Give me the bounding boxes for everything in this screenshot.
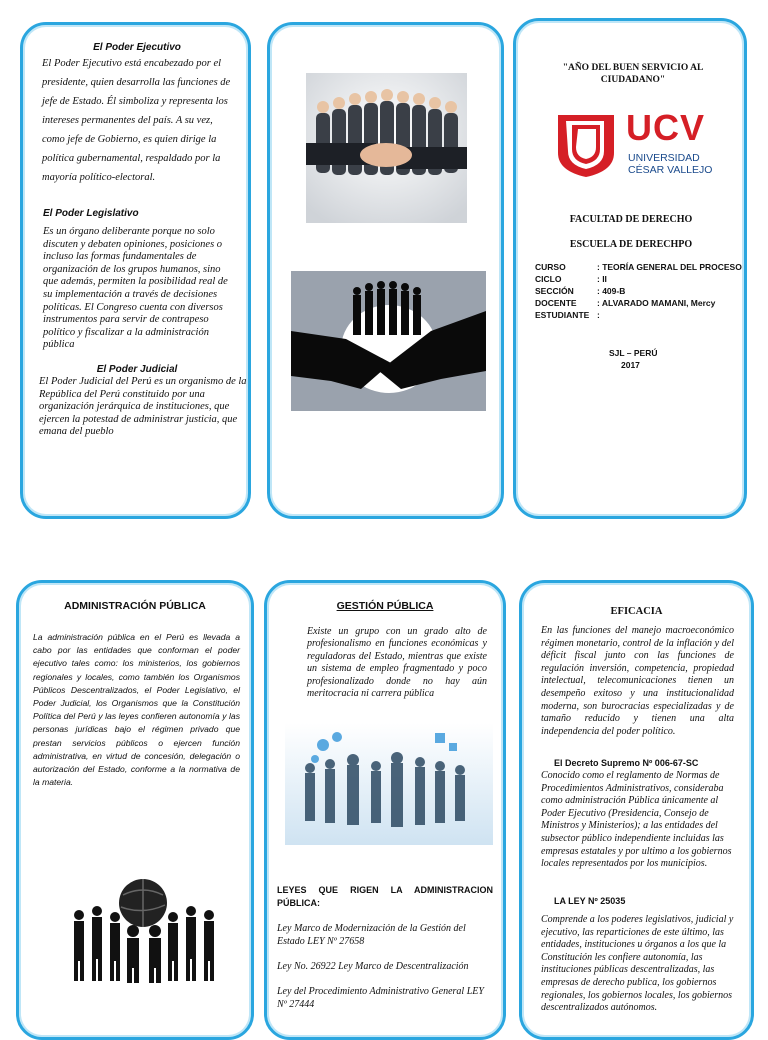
panel-portada [513,18,747,519]
panel-poderes [20,22,251,519]
info-table [535,262,742,322]
panel-eficacia [519,580,754,1040]
text-administracion: La administración pública en el Perú es llevada a cabo por las entidades que conforman el poder ejecutivo tales como: los ministerios, los gobiernos regionales y locales, como también los Organismos Públicos Descentralizados, el Poder Legislativo, el Poder Judicial, los Organismos que la Constitución Política del Perú y las leyes confieren autonomía y las personas jurídicas bajo el régimen privado que prestan servicios públicos o ejercen función administrativa, en virtud de concesión, delegación o autorización del Estado, conforme a la normativa de la materia. [33,632,240,788]
info-key: SECCIÓN [535,286,574,296]
year-text: 2017 [621,360,640,370]
title-gestion: GESTIÓN PÚBLICA [336,600,434,612]
ucv-shield-icon [556,113,616,179]
info-value: : II [597,274,607,284]
text-gestion: Existe un grupo con un grado alto de profesionalismo en funciones económicas y reguladoras del Estado, mientras que existe un sistema de empleo fragmentado y poco profesionalizado donde no hay aún meritocracia ni carrera pública [307,626,487,700]
business-people-photo [306,73,467,223]
title-administracion: ADMINISTRACIÓN PÚBLICA [64,600,206,612]
handshake-photo [291,271,486,411]
people-walking-tech-image [285,723,493,845]
law-item: Ley del Procedimiento Administrativo General LEY Nº 27444 [277,986,484,1010]
panel-gestion [264,580,506,1040]
place-text: SJL – PERÚ [609,348,658,358]
heading-poder-ejecutivo: El Poder Ejecutivo [93,42,181,53]
info-value: : ALVARADO MAMANI, Mercy [597,298,716,308]
heading-ley-25035: LA LEY Nº 25035 [554,896,626,906]
motto-text: "AÑO DEL BUEN SERVICIO AL CIUDADANO" [562,63,704,85]
heading-poder-judicial: El Poder Judicial [96,364,178,375]
info-key: DOCENTE [535,298,577,308]
text-decreto: Conocido como el reglamento de Normas de Procedimientos Administrativos, consideraba como administración Pública únicamente al Poder Ejecutivo (Presidencia, Consejo de Ministros y Ministerios); a las entidades del subsector público independiente incluidas las empresas estatales y por ultimo a los gobiernos locales representados por los municipios. [541,770,732,870]
ucv-logo-sub1: UNIVERSIDAD [628,152,700,164]
title-eficacia: EFICACIA [610,606,663,617]
school-text: ESCUELA DE DERECHPO [569,239,693,250]
law-item: Ley Marco de Modernización de la Gestión del Estado LEY Nº 27658 [277,923,466,947]
faculty-text: FACULTAD DE DERECHO [569,214,693,225]
ucv-logo-text: UCV [626,107,706,148]
info-value: : 409-B [597,286,626,296]
info-key: ESTUDIANTE [535,310,590,320]
info-value: : TEORÍA GENERAL DEL PROCESO [597,262,742,272]
leaders-globe-image [65,875,221,985]
text-poder-judicial: El Poder Judicial del Perú es un organismo de la República del Perú constituido por una organización jerárquica de instituciones, que ejercen la potestad de administrar justicia, que emana del pueblo [39,376,247,438]
info-key: CURSO [535,262,566,272]
heading-poder-legislativo: El Poder Legislativo [43,208,139,219]
text-eficacia: En las funciones del manejo macroeconómico régimen monetario, control de la inflación y del déficit fiscal junto con las funciones de regulación inversión, competencia, propiedad intelectual, telecomunicaciones tienen un desempeño exitoso y una institucionalidad moderna, son burocracias especializadas y de tamaño reducido y tienen una alta independencia del poder político. [541,625,734,737]
laws-title: LEYES QUE RIGEN LA ADMINISTRACION PÚBLICA: [277,885,493,908]
law-item: Ley No. 26922 Ley Marco de Descentralización [277,961,469,972]
info-value: : [597,310,600,320]
text-poder-legislativo: Es un órgano deliberante porque no solo discuten y debaten opiniones, posiciones o incluso las formas fundamentales de organización de los grupos humanos, sino que además, permiten la posibilidad real de su implementación a través de decisiones políticas. El Congreso cuenta con diversos instrumentos para servir de contrapeso político y fiscalizar a la administración pública [43,226,228,351]
text-ley-25035: Comprende a los poderes legislativos, judicial y ejecutivo, las reparticiones de este último, las entidades, instituciones u órganos a los que la Constitución les confiere autonomía, las instituciones públicas descentralizadas, las empresas de derecho publica, los gobiernos regionales, los gobiernos locales, los gobiernos descentralizados autónomos. [541,914,734,1014]
heading-decreto: El Decreto Supremo Nº 006-67-SC [554,758,699,768]
ucv-logo-sub2: CÉSAR VALLEJO [628,164,713,176]
info-key: CICLO [535,274,562,284]
text-poder-ejecutivo: El Poder Ejecutivo está encabezado por el presidente, quien desarrolla las funciones de jefe de Estado. Él simboliza y representa los intereses permanentes del país. A su vez, como jefe de Gobierno, es quien dirige la política gubernamental, respaldado por la mayoría político-electoral. [42,58,231,183]
panel-administracion [16,580,254,1040]
panel-imagenes [267,22,504,519]
